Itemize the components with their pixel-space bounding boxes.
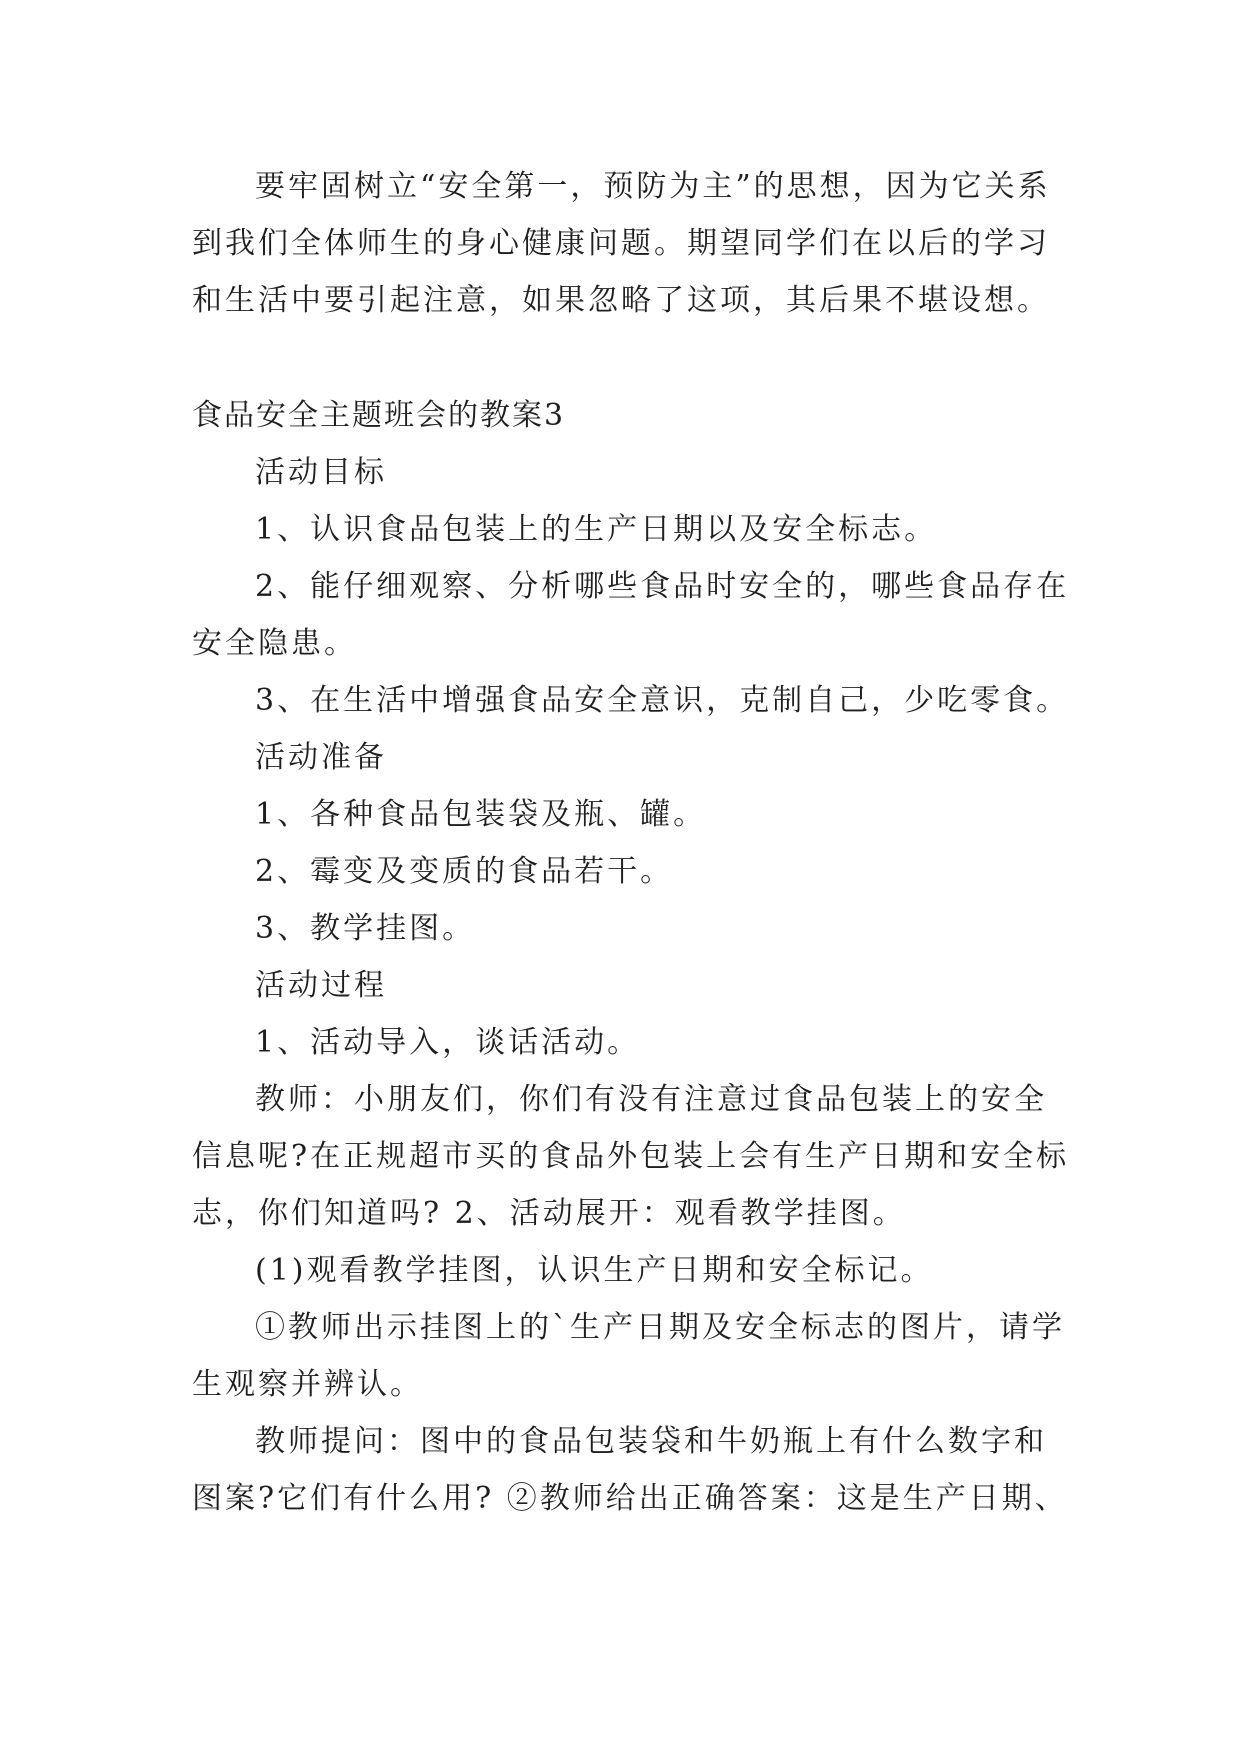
- goal-item-3: 3、在生活中增强食品安全意识，克制自己，少吃零食。: [255, 683, 1070, 718]
- step-1a-paragraph: ①教师出示挂图上的`生产日期及安全标志的图片，请学生观察并辨认。: [192, 1310, 1065, 1402]
- goal-item-1: 1、认识食品包装上的生产日期以及安全标志。: [255, 512, 938, 547]
- document-body: [192, 158, 1072, 1527]
- prep-item-3: 3、教学挂图。: [255, 911, 476, 946]
- section-title: 食品安全主题班会的教案3: [192, 398, 566, 433]
- teacher-question-paragraph: 教师提问：图中的食品包装袋和牛奶瓶上有什么数字和图案?它们有什么用? ②教师给出正确答案：这是生产日期、: [192, 1424, 1068, 1516]
- prep-heading: 活动准备: [255, 740, 387, 775]
- prep-item-1: 1、各种食品包装袋及瓶、罐。: [255, 797, 707, 832]
- process-item-1: 1、活动导入，谈话活动。: [255, 1025, 641, 1060]
- goal-item-2: 2、能仔细观察、分析哪些食品时安全的，哪些食品存在安全隐患。: [192, 569, 1070, 661]
- intro-paragraph: 要牢固树立“安全第一，预防为主”的思想，因为它关系到我们全体师生的身心健康问题。期望同学们在以后的学习和生活中要引起注意，如果忽略了这项，其后果不堪设想。: [192, 169, 1051, 318]
- teacher-talk-paragraph: 教师：小朋友们，你们有没有注意过食品包装上的安全信息呢?在正规超市买的食品外包装上会有生产日期和安全标志，你们知道吗? 2、活动展开：观看教学挂图。: [192, 1082, 1070, 1231]
- process-heading: 活动过程: [255, 968, 387, 1003]
- step-1-paragraph: (1)观看教学挂图，认识生产日期和安全标记。: [255, 1253, 934, 1288]
- prep-item-2: 2、霉变及变质的食品若干。: [255, 854, 674, 889]
- goals-heading: 活动目标: [255, 455, 387, 490]
